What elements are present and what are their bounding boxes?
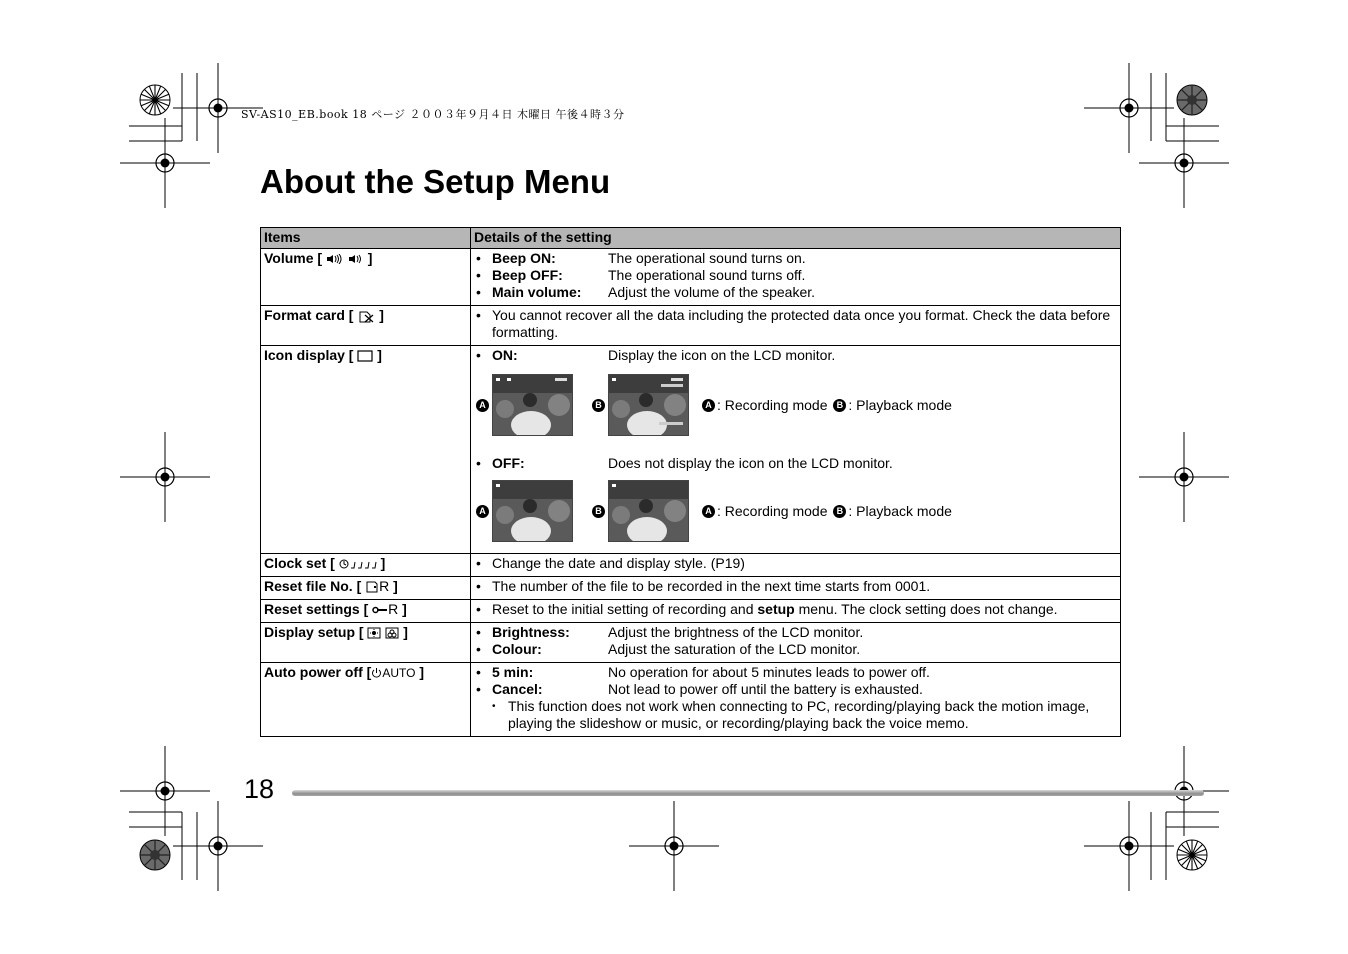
- table-row-reset-file-no: [261, 577, 1121, 600]
- lcd-playback-without-icons: [608, 480, 689, 542]
- print-header: SV-AS10_EB.book 18 ページ ２００３年９月４日 木曜日 午後４時３分: [241, 108, 625, 121]
- page-number: 18: [244, 774, 275, 804]
- item-reset-file-no: Reset file No. [ R ]: [261, 577, 471, 600]
- page-title: About the Setup Menu: [260, 163, 611, 200]
- colour-icon: [385, 627, 399, 639]
- details-icon-display: • ON: Display the icon on the LCD monitor. A B A : Recording mode B : Playback mode • OFF: Does not display the icon on the LCD monitor. A B A : Recording mode B : Playback mode: [471, 346, 1121, 554]
- wrench-icon: [372, 605, 388, 615]
- details-display-setup: • Brightness: Adjust the brightness of the LCD monitor. • Colour: Adjust the saturation of the LCD monitor.: [471, 623, 1121, 663]
- item-reset-settings: Reset settings [ R ]: [261, 600, 471, 623]
- table-row-reset-settings: [261, 600, 1121, 623]
- item-clock-set: Clock set [ ]: [261, 554, 471, 577]
- speaker-loud-icon: [326, 254, 344, 264]
- lcd-recording-without-icons: [492, 480, 573, 542]
- details-volume: • Beep ON: The operational sound turns on. • Beep OFF: The operational sound turns off. • Main volume: Adjust the volume of the speaker.: [471, 249, 1121, 306]
- item-icon-display: Icon display [ ]: [261, 346, 471, 554]
- details-auto-power-off: • 5 min: No operation for about 5 minutes leads to power off. • Cancel: Not lead to power off until the battery is exhausted. • This function does not work when connecting to PC, recording/playing back the motion image, playing the slideshow or music, or recording/playing back the voice memo.: [471, 663, 1121, 737]
- table-row-clock-set: [261, 554, 1121, 577]
- table-row-auto-power-off: [261, 663, 1121, 737]
- screen-icon: [357, 350, 373, 362]
- footer-bar: [292, 790, 1204, 796]
- lcd-playback-with-icons: [608, 374, 689, 436]
- item-display-setup: Display setup [ ]: [261, 623, 471, 663]
- marker-a: A: [476, 505, 489, 518]
- speaker-soft-icon: [348, 254, 364, 264]
- marker-b: B: [592, 399, 605, 412]
- details-clock-set: • Change the date and display style. (P19): [471, 554, 1121, 577]
- item-auto-power-off: Auto power off [ AUTO ]: [261, 663, 471, 737]
- header-items: Items: [261, 228, 471, 249]
- item-format-card: Format card [ ]: [261, 306, 471, 346]
- item-volume: Volume [ ]: [261, 249, 471, 306]
- brightness-icon: [367, 627, 381, 639]
- table-header-row: [261, 228, 1121, 249]
- header-details: Details of the setting: [471, 228, 1121, 249]
- table-row-volume: [261, 249, 1121, 306]
- power-icon: [371, 667, 382, 679]
- table-row-display-setup: [261, 623, 1121, 663]
- file-icon: [365, 581, 379, 593]
- table-row-format-card: [261, 306, 1121, 346]
- icon-display-on-caption: A : Recording mode B : Playback mode: [700, 397, 952, 414]
- details-format-card: • You cannot recover all the data including the protected data once you format. Check the data before formatting.: [471, 306, 1121, 346]
- marker-a: A: [476, 399, 489, 412]
- setup-menu-table: [260, 227, 1121, 737]
- table-row-icon-display: [261, 346, 1121, 554]
- icon-display-off-caption: A : Recording mode B : Playback mode: [700, 503, 952, 520]
- clock-icon: [339, 558, 377, 570]
- lcd-recording-with-icons: [492, 374, 573, 436]
- details-reset-settings: • Reset to the initial setting of recording and setup menu. The clock setting does not change.: [471, 600, 1121, 623]
- marker-b: B: [592, 505, 605, 518]
- details-reset-file-no: • The number of the file to be recorded in the next time starts from 0001.: [471, 577, 1121, 600]
- format-card-icon: [357, 309, 375, 323]
